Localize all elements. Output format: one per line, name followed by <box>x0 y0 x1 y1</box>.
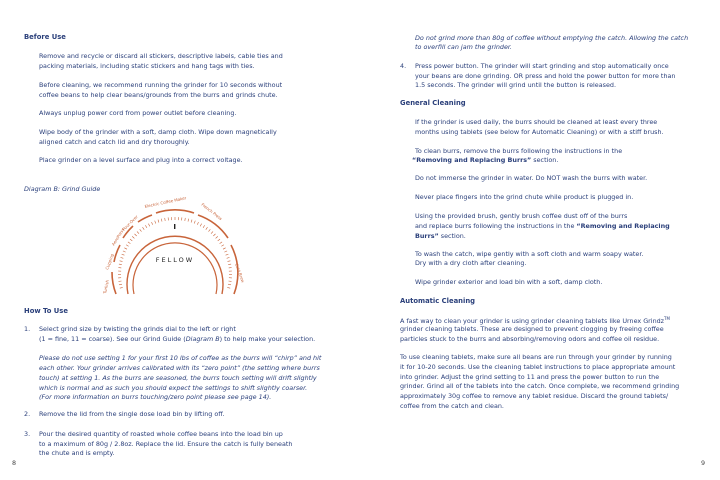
dial-tick <box>227 287 230 288</box>
dial-tick <box>228 261 231 262</box>
dial-tick <box>145 225 147 228</box>
dial-tick <box>122 254 125 255</box>
label-electric: Electric Coffee Maker <box>144 195 187 209</box>
dial-tick <box>220 242 223 244</box>
dial-tick <box>223 248 226 249</box>
dial-tick <box>132 236 134 238</box>
step-4-number: 4. <box>400 62 407 70</box>
band-cupping <box>114 245 120 262</box>
dial-indicator <box>174 224 175 229</box>
label-aeropress: AeroPress <box>110 227 126 247</box>
label-cupping: Cupping <box>104 253 115 271</box>
dial-tick <box>228 264 231 265</box>
step-4-line2: your beans are done grinding. OR press and hold the power button for more than <box>415 72 676 80</box>
note-line5: (For more information on burrs touching/zero point please see page 14). <box>39 393 272 401</box>
note-line2: each other. Your grinder arrives calibrated with its “zero point” (the setting where burrs <box>39 364 320 372</box>
dial-tick <box>140 229 142 231</box>
ac-p2-line4: grinder. Grind all of the tablets into the catch. Once complete, we recommend grinding <box>400 382 680 390</box>
dial-tick <box>152 222 153 225</box>
note-line4: which is normal and as such you should expect the settings to shift slightly coarser. <box>39 384 308 392</box>
step-1-line1: Select grind size by twisting the grinds dial to the left or right <box>39 325 236 333</box>
note-line3: touch) at setting 1. As the burrs are seasoned, the burrs touch setting will drift slightly <box>39 374 317 382</box>
dial-tick <box>227 257 230 258</box>
dial-tick <box>209 229 211 231</box>
before-use-p3: Always unplug power cord from power outlet before cleaning. <box>39 109 237 117</box>
dial-tick <box>213 234 215 236</box>
before-use-p4-line1: Wipe body of the grinder with a soft, damp cloth. Wipe down magnetically <box>39 128 277 136</box>
how-to-use-heading: How To Use <box>24 307 68 315</box>
step-3-line2: to a maximum of 80g / 2.8oz. Replace the lid. Ensure the catch is fully beneath <box>39 440 293 448</box>
brand-logo: FELLOW <box>155 256 195 264</box>
band-electric <box>156 210 194 213</box>
ac-p1-line2: grinder cleaning tablets. These are designed to prevent clogging by freeing coffee <box>400 325 664 333</box>
before-use-p1-line1: Remove and recycle or discard all stickers, descriptive labels, cable ties and <box>39 52 283 60</box>
dial-tick <box>218 239 220 241</box>
ac-p1-line3: particles stuck to the burrs and absorbing/removing odors and coffee oil residue. <box>400 335 660 343</box>
dial-tick <box>194 221 195 224</box>
dial-tick <box>128 242 130 244</box>
dial-tick <box>120 261 123 262</box>
ac-p2-line6: coffee from the catch and clean. <box>400 402 504 410</box>
page-number-right: 9 <box>701 459 706 467</box>
ac-p2-line5: approximately 30g coffee to remove any tablet residue. Discard the ground tablets/ <box>400 392 669 400</box>
dial-tick <box>135 234 137 236</box>
gc-p7: Wipe grinder exterior and load bin with a soft, damp cloth. <box>415 278 603 286</box>
ac-p2-line2: it for 10-20 seconds. Use the cleaning tablet instructions to place appropriate amount <box>400 363 676 371</box>
ac-p1-line1: A fast way to clean your grinder is using grinder cleaning tablets like Urnex Grindz™ <box>400 316 670 326</box>
dial-tick <box>148 224 149 227</box>
dial-tick <box>221 245 224 247</box>
gc-p5-line1: Using the provided brush, gently brush coffee dust off of the burrs <box>415 212 628 220</box>
dial-tick <box>226 254 229 255</box>
step-4-line3: 1.5 seconds. The grinder will grind until the button is released. <box>415 81 616 89</box>
band-turkish <box>112 272 116 294</box>
ac-p2-line1: To use cleaning tablets, make sure all beans are run through your grinder by running <box>400 353 672 361</box>
dial-ring-inner <box>133 243 217 294</box>
page-number-left: 8 <box>12 459 17 467</box>
dial-tick <box>120 287 123 288</box>
label-frenchpress: French Press <box>200 201 224 222</box>
dial-tick <box>124 248 127 249</box>
dial-tick <box>143 227 145 230</box>
automatic-cleaning-heading: Automatic Cleaning <box>400 297 476 305</box>
band-pourover <box>138 215 152 222</box>
gc-p5-line3: Burrs” section. <box>415 232 466 240</box>
dial-tick <box>200 224 201 227</box>
before-use-heading: Before Use <box>24 33 66 41</box>
step-2-number: 2. <box>24 410 31 418</box>
dial-tick <box>165 218 166 221</box>
step-3-line3: the chute and is empty. <box>39 449 115 457</box>
label-coldbrew: Cold Brew <box>234 262 246 284</box>
before-use-p2-line1: Before cleaning, we recommend running the grinder for 10 seconds without <box>39 81 283 89</box>
label-pourover: Pour-Over <box>121 214 139 232</box>
dial-tick <box>224 251 227 252</box>
ac-p2-line3: into grinder. Adjust the grind setting to 11 and press the power button to run the <box>400 373 660 381</box>
band-frenchpress <box>198 215 228 238</box>
dial-tick <box>185 218 186 221</box>
warning-line2: to overfill can jam the grinder. <box>415 43 512 51</box>
before-use-p2-line2: coffee beans to help clear beans/grounds from the burrs and grinds chute. <box>39 91 278 99</box>
dial-tick <box>211 232 213 234</box>
label-turkish: Turkish <box>102 279 110 295</box>
dial-ring-outer <box>127 236 223 294</box>
warning-line1: Do not grind more than 80g of coffee without emptying the catch. Allowing the catch <box>415 34 689 42</box>
step-1-line2: (1 = fine, 11 = coarse). See our Grind Guide (Diagram B) to help make your selection. <box>39 335 316 343</box>
gc-p2-line1: To clean burrs, remove the burrs following the instructions in the <box>415 147 623 155</box>
step-1-number: 1. <box>24 325 31 333</box>
gc-p2-line2: “Removing and Replacing Burrs” section. <box>412 156 559 164</box>
gc-p1-line2: months using tablets (see below for Automatic Cleaning) or with a stiff brush. <box>415 128 664 136</box>
grind-guide-diagram <box>100 190 250 302</box>
dial-tick <box>206 227 208 230</box>
dial-tick <box>119 264 122 265</box>
dial-tick <box>158 220 159 223</box>
dial-tick <box>161 219 162 222</box>
gc-p3: Do not immerse the grinder in water. Do NOT wash the burrs with water. <box>415 174 648 182</box>
gc-p6-line2: Dry with a dry cloth after cleaning. <box>415 259 527 267</box>
dial-tick <box>197 222 198 225</box>
gc-p4: Never place fingers into the grind chute while product is plugged in. <box>415 193 634 201</box>
general-cleaning-heading: General Cleaning <box>400 99 466 107</box>
note-line1: Please do not use setting 1 for your first 10 lbs of coffee as the burrs will “chirp” and hit <box>39 354 322 362</box>
dial-tick <box>130 239 132 241</box>
dial-tick <box>137 232 139 234</box>
gc-p1-line1: If the grinder is used daily, the burrs should be cleaned at least every three <box>415 118 658 126</box>
before-use-p5: Place grinder on a level surface and plug into a correct voltage. <box>39 156 243 164</box>
dial-tick <box>155 221 156 224</box>
step-4-line1: Press power button. The grinder will start grinding and stop automatically once <box>415 62 669 70</box>
dial-tick <box>188 219 189 222</box>
dial-tick <box>119 284 122 285</box>
gc-p6-line1: To wash the catch, wipe gently with a soft cloth and warm soapy water. <box>415 250 644 258</box>
before-use-p1-line2: packing materials, including static stickers and hang tags with ties. <box>39 62 255 70</box>
dial-tick <box>123 251 126 252</box>
dial-tick <box>121 257 124 258</box>
gc-p5-line2: and replace burrs following the instructions in the “Removing and Replacing <box>415 222 670 230</box>
step-2: Remove the lid from the single dose load bin by lifting off. <box>39 410 225 418</box>
dial-tick <box>126 245 129 247</box>
diagram-caption: Diagram B: Grind Guide <box>24 185 101 193</box>
step-3-line1: Pour the desired quantity of roasted whole coffee beans into the load bin up <box>39 430 283 438</box>
dial-tick <box>216 236 218 238</box>
dial-tick <box>191 220 192 223</box>
before-use-p4-line2: aligned catch and catch lid and dry thoroughly. <box>39 138 190 146</box>
dial-tick <box>228 284 231 285</box>
step-3-number: 3. <box>24 430 31 438</box>
dial-tick <box>203 225 205 228</box>
right-page <box>360 0 720 480</box>
